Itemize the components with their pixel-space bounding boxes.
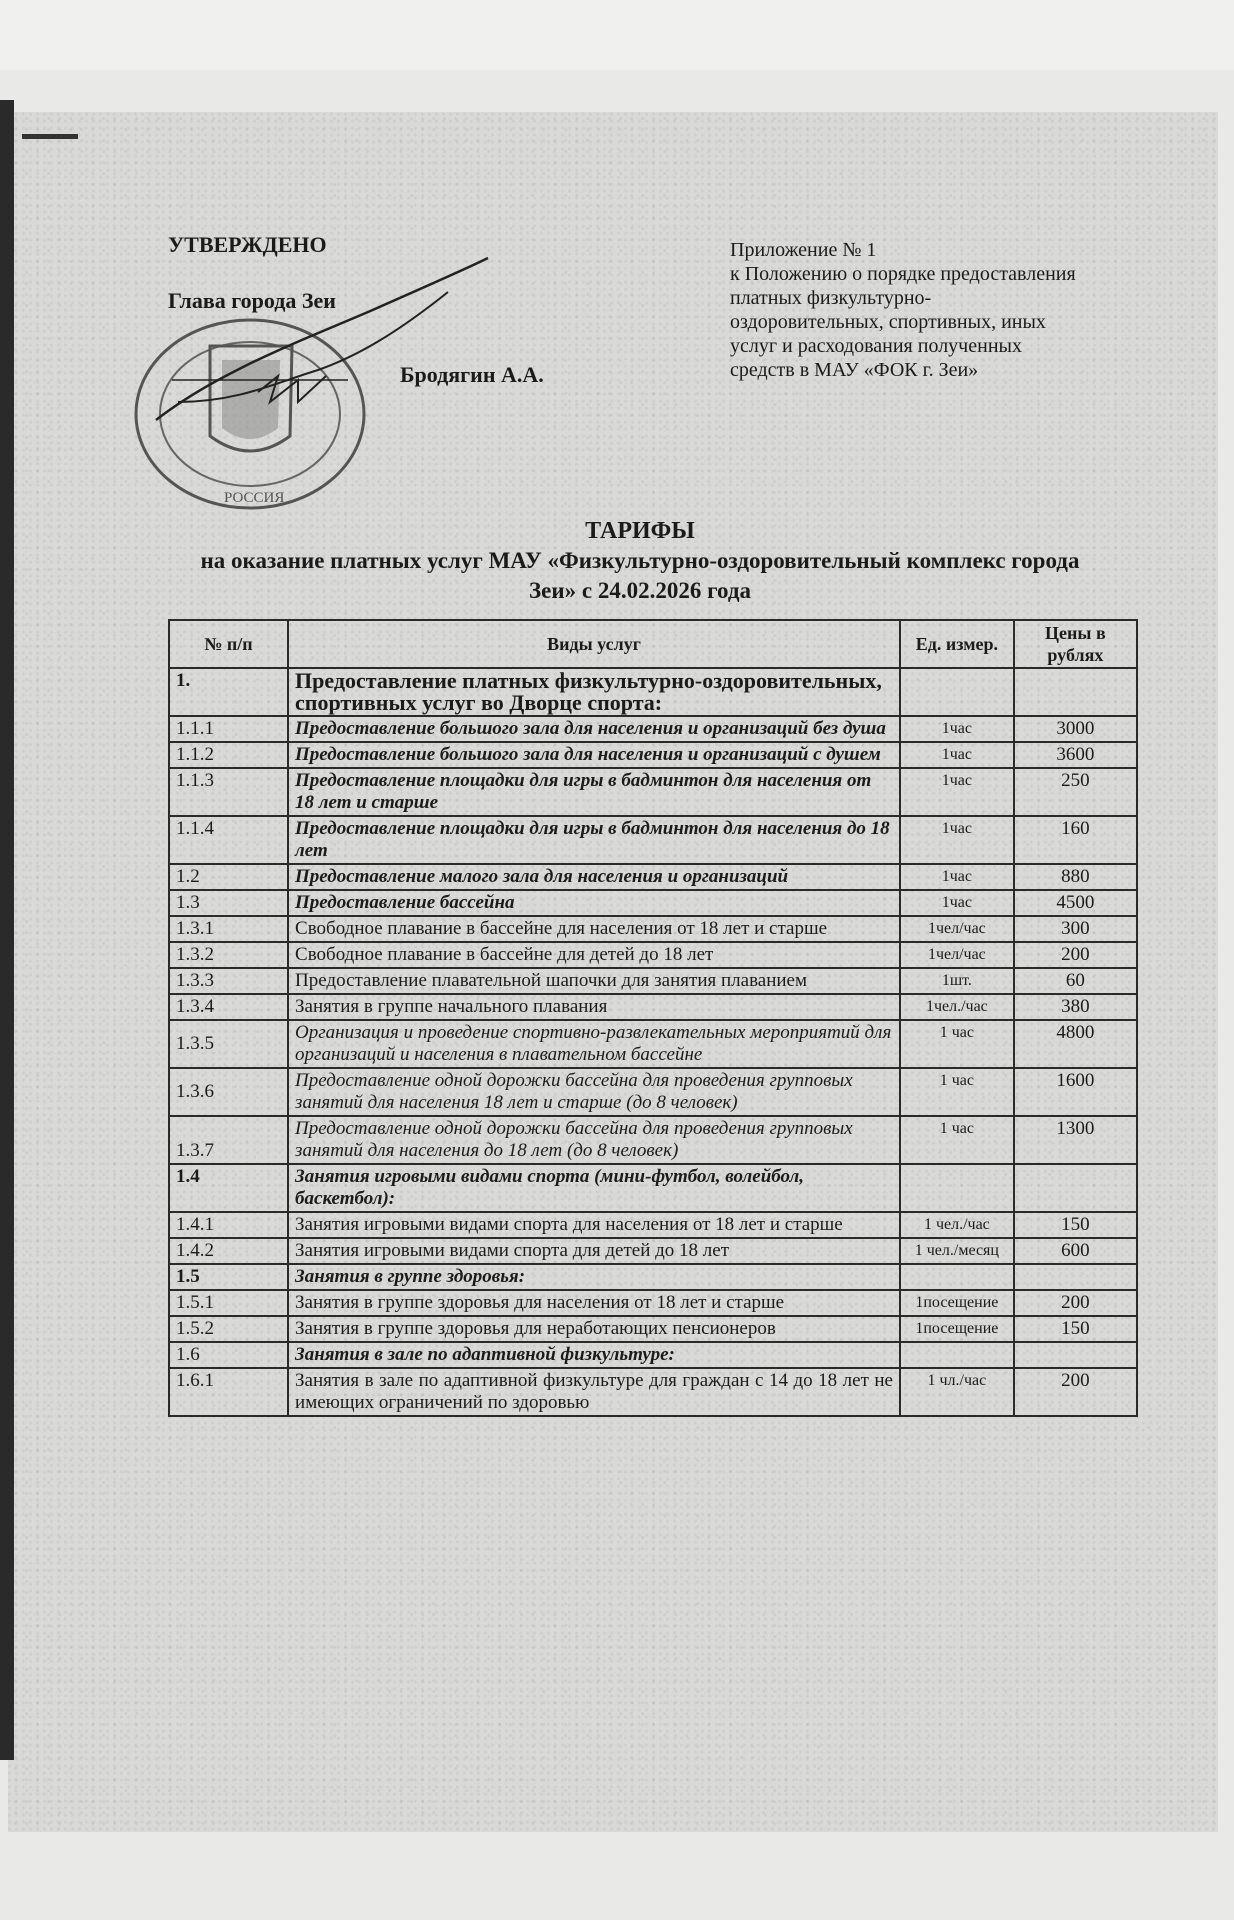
table-row bbox=[169, 1342, 1137, 1368]
table-row bbox=[169, 994, 1137, 1020]
row-price: 3600 bbox=[1014, 742, 1137, 768]
appendix-line: оздоровительных, спортивных, иных bbox=[730, 311, 1046, 333]
row-price: 3000 bbox=[1014, 716, 1137, 742]
row-num: 1.3 bbox=[169, 890, 288, 916]
title-line: Зеи» с 24.02.2026 года bbox=[529, 578, 751, 603]
header-num: № п/п bbox=[169, 620, 288, 668]
row-num: 1.4.2 bbox=[169, 1238, 288, 1264]
table-row bbox=[169, 1238, 1137, 1264]
row-unit: 1 чел./месяц bbox=[900, 1238, 1014, 1264]
row-name: Занятия игровыми видами спорта для населения от 18 лет и старше bbox=[288, 1212, 900, 1238]
row-unit: 1час bbox=[900, 716, 1014, 742]
approved-label: УТВЕРЖДЕНО bbox=[168, 232, 327, 257]
appendix-line: платных физкультурно- bbox=[730, 287, 932, 309]
row-unit: 1чел/час bbox=[900, 916, 1014, 942]
scan-mark bbox=[22, 134, 78, 139]
row-name: Предоставление бассейна bbox=[288, 890, 900, 916]
row-price: 880 bbox=[1014, 864, 1137, 890]
row-price: 1300 bbox=[1014, 1116, 1137, 1164]
row-price: 150 bbox=[1014, 1316, 1137, 1342]
table-row bbox=[169, 1316, 1137, 1342]
table-row bbox=[169, 890, 1137, 916]
row-name: Предоставление платных физкультурно-оздоровительных, спортивных услуг во Дворце спорта: bbox=[288, 668, 900, 716]
approval-block bbox=[168, 232, 568, 387]
row-unit: 1 час bbox=[900, 1116, 1014, 1164]
row-unit: 1час bbox=[900, 742, 1014, 768]
title-line: на оказание платных услуг МАУ «Физкультурно-оздоровительный комплекс города bbox=[200, 548, 1080, 573]
row-name: Предоставление большого зала для населения и организаций без душа bbox=[288, 716, 900, 742]
appendix-line: средств в МАУ «ФОК г. Зеи» bbox=[730, 359, 979, 381]
row-price: 4800 bbox=[1014, 1020, 1137, 1068]
row-unit: 1 час bbox=[900, 1068, 1014, 1116]
appendix-block bbox=[730, 238, 1120, 382]
row-unit: 1 час bbox=[900, 1020, 1014, 1068]
row-num: 1.3.2 bbox=[169, 942, 288, 968]
row-unit: 1час bbox=[900, 890, 1014, 916]
row-name: Организация и проведение спортивно-развлекательных мероприятий для организаций и населения в плавательном бассейне bbox=[288, 1020, 900, 1068]
row-unit bbox=[900, 668, 1014, 716]
row-name: Свободное плавание в бассейне для населения от 18 лет и старше bbox=[288, 916, 900, 942]
row-num: 1.4 bbox=[169, 1164, 288, 1212]
row-price: 60 bbox=[1014, 968, 1137, 994]
row-name: Занятия в группе здоровья для населения от 18 лет и старше bbox=[288, 1290, 900, 1316]
table-row bbox=[169, 1020, 1137, 1068]
table-row bbox=[169, 968, 1137, 994]
row-unit bbox=[900, 1164, 1014, 1212]
title-main: ТАРИФЫ bbox=[585, 518, 695, 544]
row-price: 200 bbox=[1014, 942, 1137, 968]
table-row bbox=[169, 1290, 1137, 1316]
row-name: Занятия в группе здоровья для неработающих пенсионеров bbox=[288, 1316, 900, 1342]
row-unit: 1 чел./час bbox=[900, 1212, 1014, 1238]
row-num: 1.3.1 bbox=[169, 916, 288, 942]
row-price bbox=[1014, 1342, 1137, 1368]
row-unit: 1час bbox=[900, 768, 1014, 816]
row-name: Предоставление площадки для игры в бадминтон для населения до 18 лет bbox=[288, 816, 900, 864]
row-unit: 1посещение bbox=[900, 1290, 1014, 1316]
row-unit: 1час bbox=[900, 864, 1014, 890]
row-price: 200 bbox=[1014, 1290, 1137, 1316]
table-row bbox=[169, 768, 1137, 816]
row-price: 150 bbox=[1014, 1212, 1137, 1238]
row-price: 300 bbox=[1014, 916, 1137, 942]
signer-name: Бродягин А.А. bbox=[400, 362, 544, 387]
table-row bbox=[169, 742, 1137, 768]
head-title: Глава города Зеи bbox=[168, 288, 336, 313]
row-price: 4500 bbox=[1014, 890, 1137, 916]
table-row bbox=[169, 942, 1137, 968]
row-name: Занятия в группе начального плавания bbox=[288, 994, 900, 1020]
row-num: 1.5 bbox=[169, 1264, 288, 1290]
table-row bbox=[169, 1164, 1137, 1212]
photo-background bbox=[0, 0, 1234, 70]
header-name: Виды услуг bbox=[288, 620, 900, 668]
row-name: Занятия игровыми видами спорта (мини-футбол, волейбол, баскетбол): bbox=[288, 1164, 900, 1212]
row-price bbox=[1014, 668, 1137, 716]
table-row bbox=[169, 916, 1137, 942]
appendix-line: к Положению о порядке предоставления bbox=[730, 263, 1076, 285]
row-price: 160 bbox=[1014, 816, 1137, 864]
row-name: Предоставление площадки для игры в бадминтон для населения от 18 лет и старше bbox=[288, 768, 900, 816]
table-row bbox=[169, 1116, 1137, 1164]
row-price: 1600 bbox=[1014, 1068, 1137, 1116]
row-unit: 1шт. bbox=[900, 968, 1014, 994]
table-row bbox=[169, 864, 1137, 890]
row-num: 1.3.3 bbox=[169, 968, 288, 994]
row-price bbox=[1014, 1264, 1137, 1290]
row-num: 1.1.4 bbox=[169, 816, 288, 864]
row-name: Предоставление одной дорожки бассейна для проведения групповых занятий для населения 18 лет и старше (до 8 человек) bbox=[288, 1068, 900, 1116]
page-edge-shadow bbox=[0, 100, 14, 1760]
tariff-table bbox=[168, 619, 1138, 1417]
table-row bbox=[169, 1264, 1137, 1290]
row-num: 1.3.7 bbox=[169, 1116, 288, 1164]
row-name: Предоставление одной дорожки бассейна для проведения групповых занятий для населения до 18 лет (до 8 человек) bbox=[288, 1116, 900, 1164]
row-unit: 1час bbox=[900, 816, 1014, 864]
table-row bbox=[169, 816, 1137, 864]
table-row bbox=[169, 1368, 1137, 1416]
row-num: 1. bbox=[169, 668, 288, 716]
row-num: 1.1.2 bbox=[169, 742, 288, 768]
row-price: 200 bbox=[1014, 1368, 1137, 1416]
row-num: 1.2 bbox=[169, 864, 288, 890]
row-name: Предоставление плавательной шапочки для занятия плаванием bbox=[288, 968, 900, 994]
appendix-line: услуг и расходования полученных bbox=[730, 335, 1022, 357]
row-num: 1.3.6 bbox=[169, 1068, 288, 1116]
table-row bbox=[169, 1212, 1137, 1238]
row-unit: 1чел/час bbox=[900, 942, 1014, 968]
row-num: 1.6.1 bbox=[169, 1368, 288, 1416]
row-unit bbox=[900, 1342, 1014, 1368]
table-row bbox=[169, 668, 1137, 716]
row-num: 1.3.5 bbox=[169, 1020, 288, 1068]
row-price: 380 bbox=[1014, 994, 1137, 1020]
row-num: 1.1.3 bbox=[169, 768, 288, 816]
row-unit: 1 чл./час bbox=[900, 1368, 1014, 1416]
row-name: Занятия игровыми видами спорта для детей до 18 лет bbox=[288, 1238, 900, 1264]
row-name: Занятия в группе здоровья: bbox=[288, 1264, 900, 1290]
row-price: 250 bbox=[1014, 768, 1137, 816]
table-row bbox=[169, 716, 1137, 742]
row-name: Предоставление большого зала для населения и организаций с душем bbox=[288, 742, 900, 768]
row-name: Свободное плавание в бассейне для детей до 18 лет bbox=[288, 942, 900, 968]
appendix-line: Приложение № 1 bbox=[730, 239, 877, 261]
row-num: 1.1.1 bbox=[169, 716, 288, 742]
row-num: 1.3.4 bbox=[169, 994, 288, 1020]
header-unit: Ед. измер. bbox=[900, 620, 1014, 668]
row-num: 1.5.2 bbox=[169, 1316, 288, 1342]
row-num: 1.6 bbox=[169, 1342, 288, 1368]
row-num: 1.4.1 bbox=[169, 1212, 288, 1238]
row-name: Занятия в зале по адаптивной физкультуре для граждан с 14 до 18 лет не имеющих ограничений по здоровью bbox=[288, 1368, 900, 1416]
row-price bbox=[1014, 1164, 1137, 1212]
row-unit bbox=[900, 1264, 1014, 1290]
seal-text: РОССИЯ bbox=[224, 490, 285, 506]
document-title bbox=[160, 516, 1120, 606]
row-num: 1.5.1 bbox=[169, 1290, 288, 1316]
table-row bbox=[169, 1068, 1137, 1116]
row-unit: 1посещение bbox=[900, 1316, 1014, 1342]
row-price: 600 bbox=[1014, 1238, 1137, 1264]
row-name: Предоставление малого зала для населения и организаций bbox=[288, 864, 900, 890]
table-header-row bbox=[169, 620, 1137, 668]
header-price: Цены в рублях bbox=[1014, 620, 1137, 668]
row-name: Занятия в зале по адаптивной физкультуре: bbox=[288, 1342, 900, 1368]
row-unit: 1чел./час bbox=[900, 994, 1014, 1020]
